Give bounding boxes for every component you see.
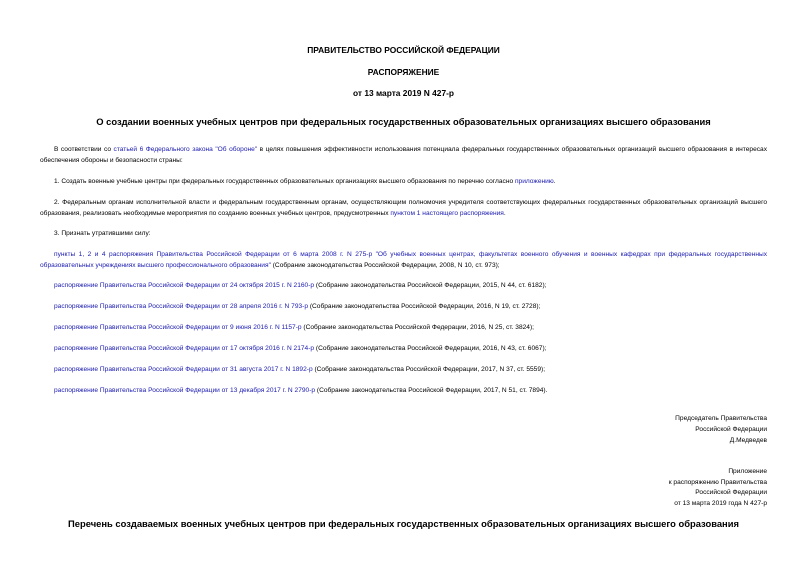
issuer-heading: ПРАВИТЕЛЬСТВО РОССИЙСКОЙ ФЕДЕРАЦИИ (307, 45, 500, 55)
repealed-source: (Собрание законодательства Российской Федерации, 2016, N 43, ст. 6067); (314, 345, 547, 352)
repealed-source: (Собрание законодательства Российской Федерации, 2016, N 25, ст. 3824); (301, 324, 534, 331)
item-2-end: . (503, 209, 506, 217)
document-type: РАСПОРЯЖЕНИЕ (367, 67, 440, 77)
link-order-2160[interactable]: распоряжение Правительства Российской Федерации от 24 октября 2015 г. N 2160-р (54, 282, 315, 289)
repealed-source: (Собрание законодательства Российской Федерации, 2008, N 10, ст. 973); (270, 261, 500, 269)
appendix-header (527, 467, 767, 509)
appendix-label: Приложение (728, 468, 767, 475)
paragraph-item-2 (40, 198, 767, 219)
repealed-item (40, 302, 767, 313)
preamble-pre: В соответствии со (54, 146, 114, 153)
signatory-name: Д.Медведев (729, 437, 767, 444)
appendix-ref: к распоряжению Правительства (668, 478, 767, 486)
signature-block (567, 413, 767, 446)
appendix-org: Российской Федерации (695, 489, 767, 496)
repealed-source: (Собрание законодательства Российской Федерации, 2017, N 37, ст. 5559); (312, 366, 546, 373)
link-law-on-defense[interactable]: статьей 6 Федерального закона "Об обороне" (113, 146, 258, 153)
signatory-title: Председатель Правительства (675, 415, 767, 422)
appendix-date: от 13 марта 2019 года N 427-р (674, 499, 767, 507)
repealed-item (40, 250, 767, 271)
repealed-item (40, 365, 767, 376)
paragraph-preamble (40, 145, 767, 166)
link-appendix[interactable]: приложению (514, 178, 554, 185)
repealed-source: (Собрание законодательства Российской Федерации, 2016, N 19, ст. 2728); (308, 303, 541, 310)
link-order-275[interactable]: пункты 1, 2 и 4 распоряжения Правительства Российской Федерации от 6 марта 2008 г. N 275-р "Об учебных военных центрах, факультетах военного обучения и военных кафедрах при федеральных государственных образовательных учреждениях высшего профессионального образования" (40, 251, 767, 269)
link-order-1157[interactable]: распоряжение Правительства Российской Федерации от 9 июня 2016 г. N 1157-р (54, 324, 302, 331)
repealed-item (40, 323, 767, 334)
paragraph-item-3: 3. Признать утратившими силу: (54, 230, 151, 237)
repealed-item (40, 344, 767, 355)
link-order-1892[interactable]: распоряжение Правительства Российской Федерации от 31 августа 2017 г. N 1892-р (54, 366, 313, 373)
repealed-source: (Собрание законодательства Российской Федерации, 2017, N 51, ст. 7894). (315, 387, 548, 394)
link-item-1[interactable]: пунктом 1 настоящего распоряжения (390, 209, 504, 217)
paragraph-item-1 (40, 177, 767, 188)
link-order-2790[interactable]: распоряжение Правительства Российской Федерации от 13 декабря 2017 г. N 2790-р (54, 387, 316, 394)
preamble-post: в целях повышения эффективности использования потенциала федеральных государственных образовательных организаций высшего образования в интересах обеспечения обороны и безопасности страны: (40, 146, 767, 164)
document-date-number: от 13 марта 2019 N 427-р (352, 88, 455, 98)
signatory-org: Российской Федерации (695, 426, 767, 433)
link-order-793[interactable]: распоряжение Правительства Российской Федерации от 28 апреля 2016 г. N 793-р (54, 303, 309, 310)
repealed-source: (Собрание законодательства Российской Федерации, 2015, N 44, ст. 6182); (314, 282, 547, 289)
repealed-item (40, 281, 767, 292)
link-order-2174[interactable]: распоряжение Правительства Российской Федерации от 17 октября 2016 г. N 2174-р (54, 345, 315, 352)
document-title: О создании военных учебных центров при федеральных государственных образовательных организациях высшего образования (96, 116, 711, 127)
item-1-text: 1. Создать военные учебные центры при федеральных государственных образовательных организациях высшего образования по перечню согласно (54, 178, 515, 185)
item-1-end: . (553, 178, 556, 185)
appendix-title: Перечень создаваемых военных учебных центров при федеральных государственных образовательных организациях высшего образования (68, 518, 739, 529)
item-2-text: 2. Федеральным органам исполнительной власти и федеральным государственным органам, осуществляющим полномочия учредителя соответствующих федеральных государственных образовательных организаций высшего образования, реализовать необходимые мероприятия по созданию военных учебных центров, предусмотренных (40, 199, 767, 217)
repealed-item (40, 386, 767, 397)
